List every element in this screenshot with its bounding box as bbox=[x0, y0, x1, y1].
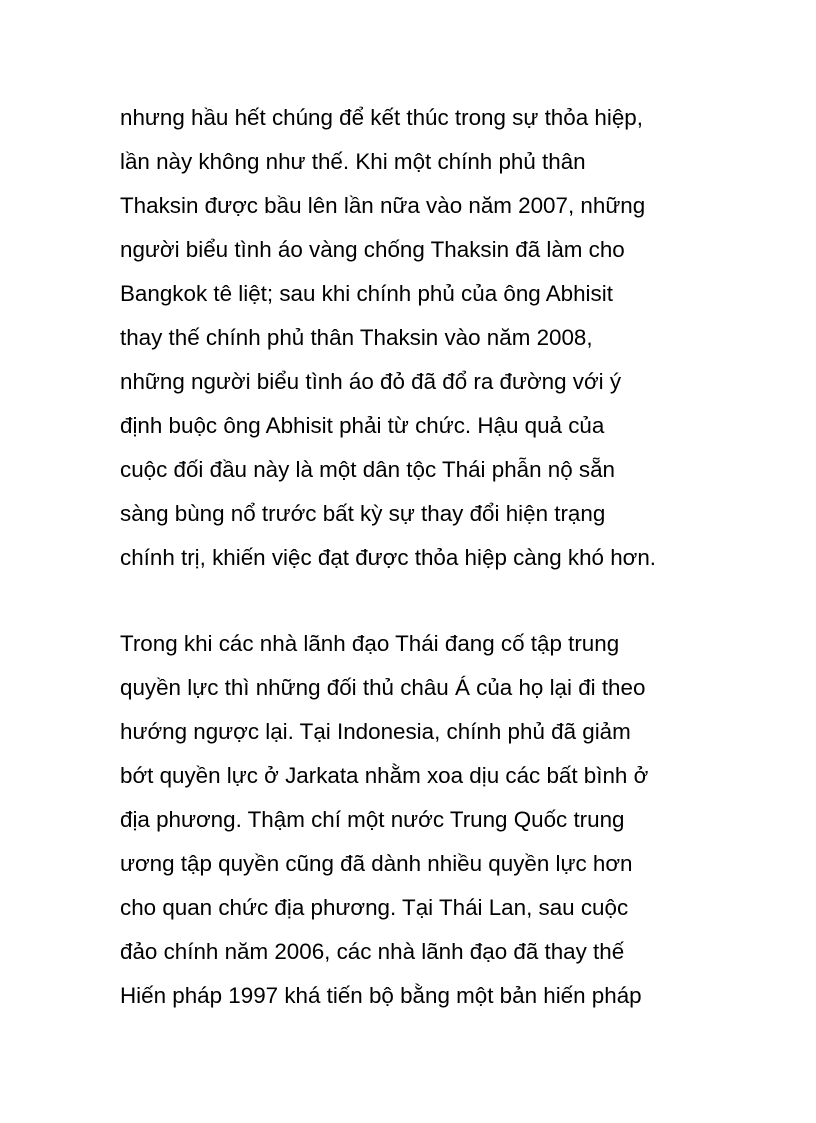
paragraph-1 bbox=[120, 96, 720, 580]
paragraph-line: lần này không như thế. Khi một chính phủ thân bbox=[120, 149, 586, 174]
paragraph-line: chính trị, khiến việc đạt được thỏa hiệp càng khó hơn. bbox=[120, 545, 657, 570]
paragraph-line: Hiến pháp 1997 khá tiến bộ bằng một bản hiến pháp bbox=[120, 983, 642, 1008]
paragraph-line: cho quan chức địa phương. Tại Thái Lan, sau cuộc bbox=[120, 895, 629, 920]
paragraph-line: Bangkok tê liệt; sau khi chính phủ của ông Abhisit bbox=[120, 281, 613, 306]
paragraph-line: định buộc ông Abhisit phải từ chức. Hậu quả của bbox=[120, 413, 605, 438]
paragraph-line: hướng ngược lại. Tại Indonesia, chính phủ đã giảm bbox=[120, 719, 631, 744]
paragraph-2 bbox=[120, 622, 720, 1018]
paragraph-line: sàng bùng nổ trước bất kỳ sự thay đổi hiện trạng bbox=[120, 501, 606, 526]
paragraph-line: những người biểu tình áo đỏ đã đổ ra đường với ý bbox=[120, 369, 622, 394]
paragraph-line: đảo chính năm 2006, các nhà lãnh đạo đã thay thế bbox=[120, 939, 625, 964]
paragraph-line: người biểu tình áo vàng chống Thaksin đã làm cho bbox=[120, 237, 625, 262]
paragraph-line: Trong khi các nhà lãnh đạo Thái đang cố tập trung bbox=[120, 631, 620, 656]
paragraph-line: Thaksin được bầu lên lần nữa vào năm 2007, những bbox=[120, 193, 646, 218]
paragraph-line: bớt quyền lực ở Jarkata nhằm xoa dịu các bất bình ở bbox=[120, 763, 649, 788]
paragraph-line: ương tập quyền cũng đã dành nhiều quyền lực hơn bbox=[120, 851, 633, 876]
paragraph-line: quyền lực thì những đối thủ châu Á của họ lại đi theo bbox=[120, 675, 646, 700]
paragraph-line: địa phương. Thậm chí một nước Trung Quốc trung bbox=[120, 807, 625, 832]
paragraph-line: thay thế chính phủ thân Thaksin vào năm 2008, bbox=[120, 325, 593, 350]
paragraph-line: nhưng hầu hết chúng để kết thúc trong sự thỏa hiệp, bbox=[120, 105, 643, 130]
paragraph-line: cuộc đối đầu này là một dân tộc Thái phẫn nộ sẵn bbox=[120, 457, 616, 482]
